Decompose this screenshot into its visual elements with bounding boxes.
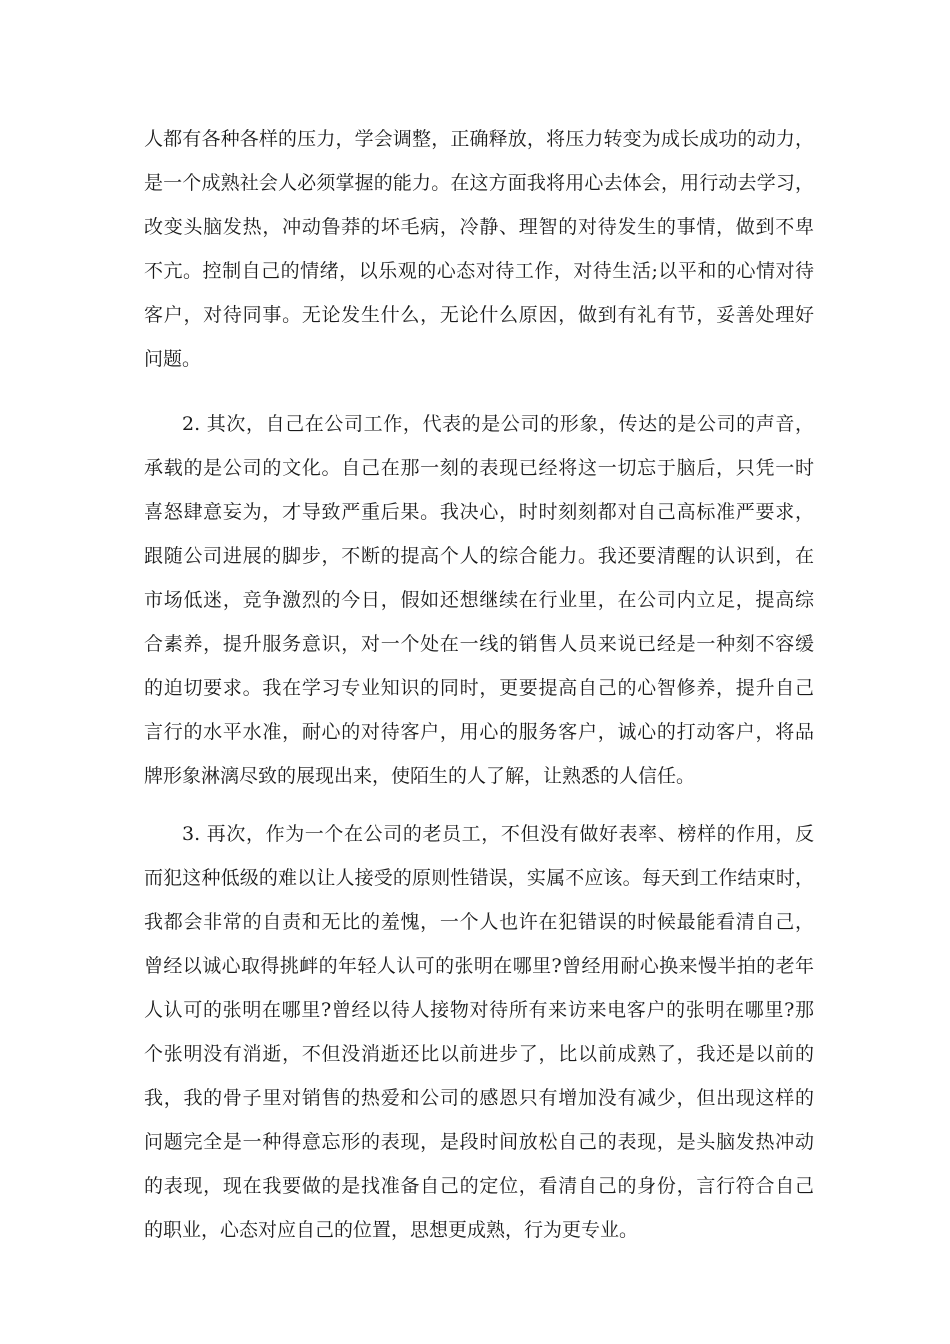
paragraph-1 — [144, 117, 814, 381]
paragraph-line: 问题完全是一种得意忘形的表现，是段时间放松自己的表现，是头脑发热冲动 — [144, 1131, 814, 1153]
paragraph-line: 2. 其次，自己在公司工作，代表的是公司的形象，传达的是公司的声音， — [182, 413, 814, 435]
paragraph-line: 是一个成熟社会人必须掌握的能力。在这方面我将用心去体会，用行动去学习， — [144, 172, 814, 194]
paragraph-line: 牌形象淋漓尽致的展现出来，使陌生的人了解，让熟悉的人信任。 — [144, 765, 696, 787]
paragraph-line: 承载的是公司的文化。自己在那一刻的表现已经将这一切忘于脑后，只凭一时 — [144, 457, 814, 479]
paragraph-line: 改变头脑发热，冲动鲁莽的坏毛病，冷静、理智的对待发生的事情，做到不卑 — [144, 216, 814, 238]
paragraph-line: 喜怒肆意妄为，才导致严重后果。我决心，时时刻刻都对自己高标准严要求， — [144, 501, 814, 523]
paragraph-line: 我都会非常的自责和无比的羞愧，一个人也许在犯错误的时候最能看清自己， — [144, 911, 814, 933]
paragraph-line: 合素养，提升服务意识，对一个处在一线的销售人员来说已经是一种刻不容缓 — [144, 633, 814, 655]
paragraph-line: 人认可的张明在哪里?曾经以待人接物对待所有来访来电客户的张明在哪里?那 — [144, 999, 814, 1021]
paragraph-line: 我，我的骨子里对销售的热爱和公司的感恩只有增加没有减少，但出现这样的 — [144, 1087, 814, 1109]
paragraph-line: 个张明没有消逝，不但没消逝还比以前进步了，比以前成熟了，我还是以前的 — [144, 1043, 814, 1065]
paragraph-2 — [144, 402, 814, 798]
paragraph-line: 曾经以诚心取得挑衅的年轻人认可的张明在哪里?曾经用耐心换来慢半拍的老年 — [144, 955, 814, 977]
paragraph-line: 客户，对待同事。无论发生什么，无论什么原因，做到有礼有节，妥善处理好 — [144, 304, 814, 326]
paragraph-line: 言行的水平水准，耐心的对待客户，用心的服务客户，诚心的打动客户，将品 — [144, 721, 814, 743]
paragraph-line: 的迫切要求。我在学习专业知识的同时，更要提高自己的心智修养，提升自己 — [144, 677, 814, 699]
paragraph-line: 跟随公司进展的脚步，不断的提高个人的综合能力。我还要清醒的认识到，在 — [144, 545, 814, 567]
paragraph-line: 的职业，心态对应自己的位置，思想更成熟，行为更专业。 — [144, 1219, 639, 1241]
paragraph-line: 市场低迷，竞争激烈的今日，假如还想继续在行业里，在公司内立足，提高综 — [144, 589, 814, 611]
paragraph-3 — [144, 812, 814, 1252]
paragraph-line: 不亢。控制自己的情绪，以乐观的心态对待工作，对待生活;以平和的心情对待 — [144, 260, 814, 282]
paragraph-line: 的表现，现在我要做的是找准备自己的定位，看清自己的身份，言行符合自己 — [144, 1175, 814, 1197]
paragraph-line: 3. 再次，作为一个在公司的老员工，不但没有做好表率、榜样的作用，反 — [182, 823, 814, 845]
paragraph-line: 问题。 — [144, 348, 202, 370]
paragraph-line: 人都有各种各样的压力，学会调整，正确释放，将压力转变为成长成功的动力， — [144, 128, 814, 150]
paragraph-line: 而犯这种低级的难以让人接受的原则性错误，实属不应该。每天到工作结束时， — [144, 867, 814, 889]
